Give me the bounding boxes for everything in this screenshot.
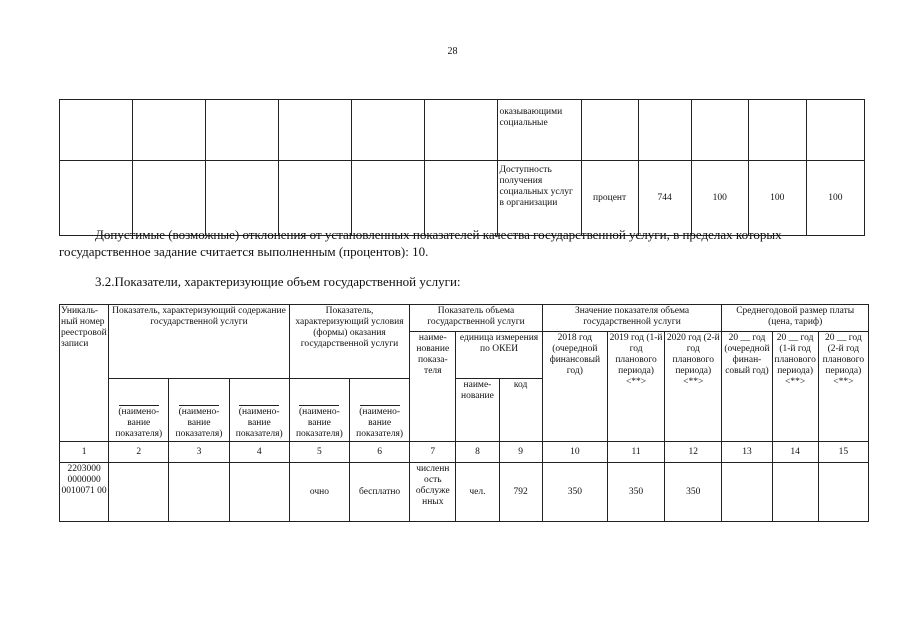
header-volume: Показатель объема государственной услуги	[410, 305, 543, 332]
fee-cell	[818, 463, 868, 522]
payment-cell: бесплатно	[350, 463, 410, 522]
value-cell: 100	[691, 161, 748, 236]
table-row	[60, 100, 865, 161]
header-fee-year-1: 20 __ год (очередной финансовый год)	[722, 332, 772, 442]
col-number: 6	[350, 442, 410, 463]
value-cell: 350	[607, 463, 664, 522]
volume-indicators-table	[59, 304, 869, 522]
header-conditions: Показатель, характеризующий условия (формы) оказания государственной услуги	[289, 305, 409, 379]
value-cell	[691, 100, 748, 161]
subheader-conditions-1: (наименование показателя)	[289, 379, 349, 442]
quality-indicators-table-continued	[59, 99, 865, 236]
unit-cell: процент	[581, 161, 638, 236]
header-okei-code: код	[499, 379, 542, 442]
indicator-cell: численн ость обслуже нных	[410, 463, 456, 522]
col-number: 13	[722, 442, 772, 463]
header-fee-year-3: 20 __ год (2-й год планового периода) <**>	[818, 332, 868, 442]
header-okei-name: наименование	[456, 379, 499, 442]
header-indicator-name: наименование показателя	[410, 332, 456, 442]
registry-number-cell: 2203000 0000000 0010071 00	[60, 463, 109, 522]
form-cell: очно	[289, 463, 349, 522]
col-number: 12	[665, 442, 722, 463]
col-number: 11	[607, 442, 664, 463]
col-number: 9	[499, 442, 542, 463]
subheader-content-2: (наименование показателя)	[169, 379, 229, 442]
code-cell: 744	[638, 161, 691, 236]
col-number: 10	[542, 442, 607, 463]
col-number: 15	[818, 442, 868, 463]
header-fee-year-2: 20 __ год (1-й год планового периода) <**>	[772, 332, 818, 442]
header-values: Значение показателя объема государственной услуги	[542, 305, 722, 332]
subheader-content-1: (наименование показателя)	[109, 379, 169, 442]
col-number: 14	[772, 442, 818, 463]
header-content: Показатель, характеризующий содержание государственной услуги	[109, 305, 290, 379]
header-year-3: 2020 год (2-й год планового периода) <**>	[665, 332, 722, 442]
header-okei: единица измерения по ОКЕИ	[456, 332, 542, 379]
col-number: 5	[289, 442, 349, 463]
header-unique-number: Уникальный номер реестровой записи	[60, 305, 109, 442]
value-cell: 350	[665, 463, 722, 522]
page-number: 28	[447, 46, 458, 57]
indicator-name-cell: оказывающими социальные	[498, 100, 581, 161]
table-row	[60, 463, 869, 522]
data-cell	[229, 463, 289, 522]
column-number-row	[60, 442, 869, 463]
header-fee: Среднегодовой размер платы (цена, тариф)	[722, 305, 869, 332]
col-number: 3	[169, 442, 229, 463]
value-cell	[748, 100, 806, 161]
value-cell: 100	[748, 161, 806, 236]
col-number: 8	[456, 442, 499, 463]
code-cell: 792	[499, 463, 542, 522]
section-heading: 3.2.Показатели, характеризующие объем государственной услуги:	[95, 274, 461, 289]
data-cell	[169, 463, 229, 522]
value-cell	[806, 100, 864, 161]
col-number: 1	[60, 442, 109, 463]
code-cell	[638, 100, 691, 161]
header-row	[60, 305, 869, 332]
value-cell: 350	[542, 463, 607, 522]
subheader-content-3: (наименование показателя)	[229, 379, 289, 442]
deviation-paragraph: Допустимые (возможные) отклонения от установленных показателей качества государственной услуги, в пределах которых государственное задание считается выполненным (процентов): 10.	[59, 227, 782, 259]
unit-cell: чел.	[456, 463, 499, 522]
table-row	[60, 161, 865, 236]
header-year-2: 2019 год (1-й год планового периода) <**>	[607, 332, 664, 442]
value-cell: 100	[806, 161, 864, 236]
indicator-name-cell: Доступность получения социальных услуг в организации	[498, 161, 581, 236]
header-year-1: 2018 год (очередной финансовый год)	[542, 332, 607, 442]
fee-cell	[772, 463, 818, 522]
col-number: 4	[229, 442, 289, 463]
unit-cell	[581, 100, 638, 161]
col-number: 2	[109, 442, 169, 463]
data-cell	[109, 463, 169, 522]
col-number: 7	[410, 442, 456, 463]
fee-cell	[722, 463, 772, 522]
subheader-conditions-2: (наименование показателя)	[350, 379, 410, 442]
